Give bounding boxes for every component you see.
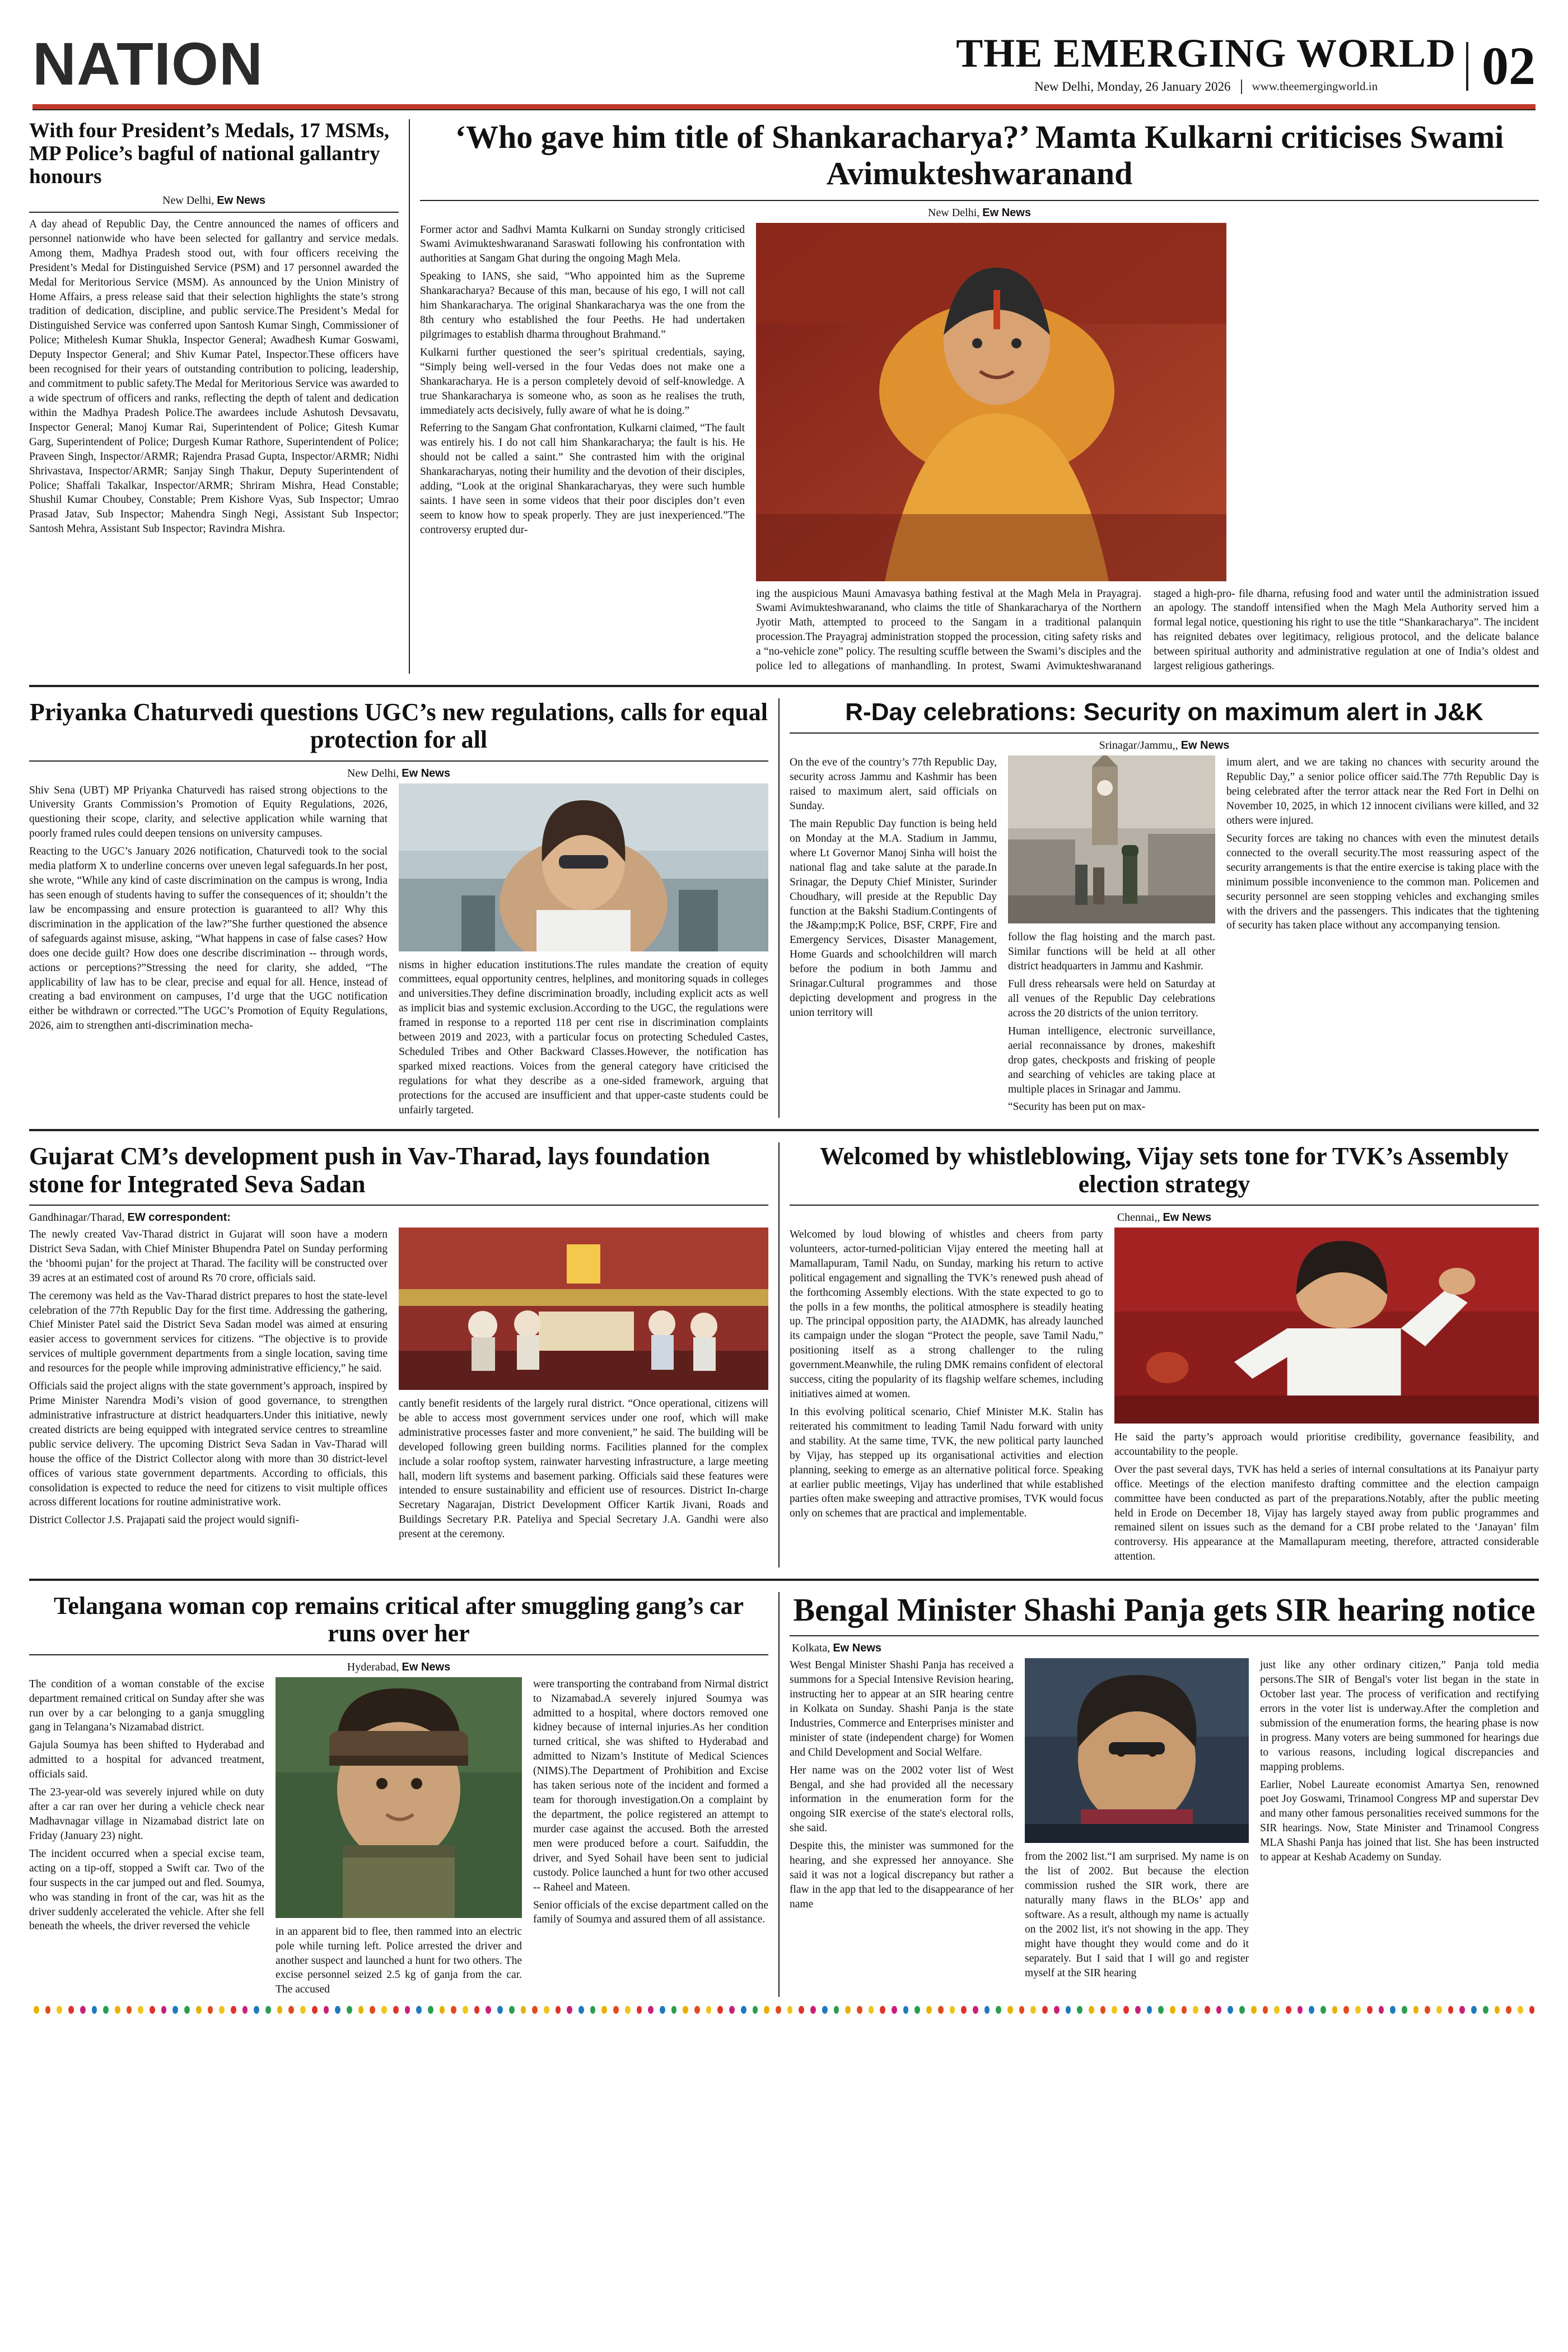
footer-dot [776,2006,781,2014]
footer-dot [416,2006,422,2014]
paragraph: Human intelligence, electronic surveillance, aerial reconnaissance by drones, makeshift drop gates, checkposts and frisking of people and searching of vehicles are taking place at multiple places in Srinagar and Jammu. [1008,1025,1215,1095]
paragraph: He said the party’s approach would prioritise credibility, governance feasibility, and accountability to the people. [1114,1431,1539,1458]
medals-byline [29,189,399,213]
mamta-bottom-row [420,587,1539,674]
mamta-byline [420,201,1539,223]
footer-dot [231,2006,236,2014]
footer-dot [196,2006,202,2014]
footer-dot [1112,2006,1117,2014]
tvk-col2 [1114,1430,1539,1564]
mamta-continued [756,587,1539,674]
rday-col3 [1226,755,1539,1118]
paragraph: Speaking to IANS, she said, “Who appointed him as the Supreme Shankaracharya? Because of this man, because of his ego, I will not call him Shankaracharya. The original Shankaracharya was the one from the 8th century who established the four Peeths. He had undertaken pilgrimages to establish dharma throughout Brahmand.” [420,270,745,340]
bengal-col1 [790,1658,1014,1980]
bengal-headline: Bengal Minister Shashi Panja gets SIR hearing notice [793,1592,1536,1628]
paragraph: West Bengal Minister Shashi Panja has received a summons for a Special Intensive Revision hearing, instructing her to appear at an SIR hearing centre in Kolkata on Sunday. Shashi Panja is the state Industries, Commerce and Enterprises minister and minister of state (independent charge) for Women and Child Development and Social Welfare. [790,1659,1014,1758]
footer-dot [834,2006,839,2014]
paragraph: Her name was on the 2002 voter list of West Bengal, and she had provided all the necessary information in the enumeration form for the ongoing SIR exercise of the state's electoral rolls, she said. [790,1764,1014,1835]
footer-dot [973,2006,978,2014]
footer-dot [1413,2006,1419,2014]
rday-byline-source: Ew News [1180,739,1230,752]
priyanka-byline-place: New Delhi, [347,767,399,780]
footer-dot [1471,2006,1477,2014]
footer-dot [1077,2006,1082,2014]
paragraph: imum alert, and we are taking no chances with security around the Republic Day,” a senior police officer said.The 77th Republic Day is being celebrated after the terror attack near the Red Fort in Delhi on November 10, 2025, in which 12 innocent civilians were killed, and 32 others were injured. [1226,757,1539,827]
footer-dot [532,2006,538,2014]
column-divider-4 [778,1592,780,1997]
footer-dot [335,2006,340,2014]
footer-dot [1228,2006,1233,2014]
mamta-col3: file dharna, refusing food and water until the administration issued an apology. The standoff intensified when the Magh Mela Authority served him a formal legal notice, questioning his right to use the title “Shankaracharya”. The incident has reignited debates over legitimacy, religious protocol, and the delicate balance between spiritual authority and administrative regulation at one of India’s oldest and largest religious gatherings. [1154,587,1539,673]
footer-dot [961,2006,967,2014]
footer-dot [1216,2006,1222,2014]
footer-dot [729,2006,735,2014]
footer-dot [474,2006,480,2014]
telangana-col3 [533,1677,768,1998]
footer-dot [799,2006,804,2014]
footer-dot [787,2006,793,2014]
tvk-byline-source: Ew News [1163,1211,1212,1224]
paragraph: Shiv Sena (UBT) MP Priyanka Chaturvedi has raised strong objections to the University Grants Commission’s Promotion of Equity Regulations, 2026, questioning their scope, clarity, and selective application while warning that poorly framed rules could deepen tensions on university campuses. [29,784,388,840]
paragraph: In this evolving political scenario, Chief Minister M.K. Stalin has reiterated his commitment to leading Tamil Nadu forward with unity and stability. At the same time, TVK, the new political party launched by Vijay, has stepped up its organisational activities and election planning, seeking to emerge as an alternative political force. Speaking at earlier public meetings, Vijay has underlined that while established parties often make sweeping and attractive promises, TVK would focus only on schemes that are practical and implementable. [790,1406,1103,1520]
footer-dot [138,2006,143,2014]
footer-dot [1007,2006,1013,2014]
footer-dot [393,2006,399,2014]
footer-dot [926,2006,932,2014]
gujarat-headline: Gujarat CM’s development push in Vav-Tharad, lays foundation stone for Integrated Seva Sadan [29,1142,710,1198]
footer-dot [1054,2006,1060,2014]
footer-dot [1019,2006,1025,2014]
band-three [29,1142,1539,1567]
footer-dot [324,2006,329,2014]
footer-dot [857,2006,862,2014]
medals-byline-source: Ew News [217,194,265,207]
footer-dot [288,2006,294,2014]
rday-col2 [1008,930,1215,1114]
tvk-col1 [790,1228,1103,1567]
footer-dot [1332,2006,1338,2014]
footer-dot [486,2006,491,2014]
telangana-headline: Telangana woman cop remains critical after smuggling gang’s car runs over her [54,1592,744,1648]
mamta-col2: ing the auspicious Mauni Amavasya bathing festival at the Magh Mela in Prayagraj. Swami Avimukteshwaranand, who claims the title of Shankaracharya of the Northern Jyotir Math, attempted to proceed to the Sangam in a traditional palanquin procession.The Prayagraj administration stopped the procession, citing safety risks and a “no-vehicle zone” policy. The resulting scuffle between the Swami’s disciples and the police led to allegations of manhandling. In protest, Swami Avimukteshwaranand staged a high-pro- [756,587,1235,673]
footer-dot [903,2006,909,2014]
band-four [29,1592,1539,1997]
article-bengal [790,1592,1539,1997]
website-url[interactable]: www.theemergingworld.in [1252,80,1378,94]
priyanka-row [29,783,768,1118]
tvk-headline: Welcomed by whistleblowing, Vijay sets tone for TVK’s Assembly election strategy [819,1142,1509,1198]
article-tvk [790,1142,1539,1567]
footer-dot [1367,2006,1373,2014]
footer-dot [950,2006,955,2014]
paragraph: The newly created Vav-Tharad district in Gujarat will soon have a modern District Seva Sadan, with Chief Minister Bhupendra Patel on Sunday performing the ‘bhoomi pujan’ for the project at Tharad. The facility will be constructed over 39 acres at an estimated cost of around Rs 70 crore, officials said. [29,1228,388,1284]
footer-dot [184,2006,190,2014]
bengal-row [790,1658,1539,1980]
telangana-middle [276,1677,522,1998]
footer-dot [57,2006,62,2014]
tvk-byline [790,1206,1539,1228]
footer-dot [1263,2006,1268,2014]
footer-dot [706,2006,712,2014]
paragraph: Gajula Soumya has been shifted to Hyderabad and admitted to a hospital for advanced treatment, officials said. [29,1739,264,1781]
medals-body: A day ahead of Republic Day, the Centre announced the names of officers and personnel nationwide who have been selected for gallantry and service medals. Among them, Madhya Pradesh stood out, with four officers receiving the President’s Medal for Distinguished Service (PSM) and 17 personnel awarded the Medal for Meritorious Service (MSM). As announced by the Union Ministry of Home Affairs, a press release said that their selection highlights the state’s strong tradition of dedication, discipline, and public service.The President’s Medal for Distinguished Service was conferred upon Santosh Kumar Singh, Commissioner of Police; Mithelesh Kumar Shukla, Inspector General; Awadhesh Kumar Goswami, Deputy Inspector General; and Shiv Kumar Patel, Inspector.These officers have been recognised for their years of outstanding contribution to policing, leadership, and commitment to public safety.The Medal for Meritorious Service was awarded to a wide spectrum of officers and ranks, reflecting the depth of talent and dedication within the Madhya Pradesh Police.The awardees include Ashutosh Devsavatu, Inspector General; Manoj Kumar Rai, Superintendent of Police; Gitesh Kumar Garg, Superintendent of Police; Durgesh Kumar Rathore, Superintendent of Police; Praveen Singh, Inspector/ARMR; Rajendra Prasad Gupta, Inspector/ARMR; Nidhi Shrivastava, Inspector/ARMR; Sanjay Singh Thakur, Deputy Superintendent of Police; Shaffali Takalkar, Inspector/ARMR; Shriram Mishra, Head Constable; Shushil Kumar Choubey, Constable; Prem Kishore Vyas, Sub Inspector; Umrao Prasad Jatav, Sub Inspector; Mahendra Singh Negi, Assistant Sub Inspector; Santosh Mehra, Assistant Sub Inspector; Ravindra Mishra. [29,218,399,535]
paragraph: Referring to the Sangam Ghat confrontation, Kulkarni claimed, “The fault was entirely his. I do not call him Shankaracharya; the fault is his. He should not be called a saint.” She contrasted him with the original Shankaracharyas, noting their humility and the devotion of their disciples, adding, “Look at the original Shankaracharyas, they were such humble saints. I have seen in some videos that their poor disciples don’t even seem to know how to speak properly. They are just inexperienced.”The controversy erupted dur- [420,422,745,536]
paragraph: “Security has been put on max- [1008,1101,1146,1113]
footer-dot [1483,2006,1488,2014]
gujarat-foundation-ceremony-photo [399,1228,768,1390]
page-number: 02 [1466,42,1536,90]
paragraph: Kulkarni further questioned the seer’s spiritual credentials, saying, “Simply being well-versed in the four Vedas does not make one a Shankaracharya. He is a person completely devoid of self-knowledge. A true Shankaracharya is someone who, as soon as he realises the truth, immediately acts decisively, fully aware of what he is doing.” [420,346,745,417]
footer-dot [1298,2006,1303,2014]
mamta-headline: ‘Who gave him title of Shankaracharya?’ Mamta Kulkarni criticises Swami Avimukteshwaranand [455,118,1504,192]
column-divider-2 [778,698,780,1118]
footer-dot [996,2006,1001,2014]
paragraph: follow the flag hoisting and the march past. Similar functions will be held at all other district headquarters in Jammu and Kashmir. [1008,931,1215,973]
footer-dot [1459,2006,1465,2014]
footer-dot [45,2006,51,2014]
priyanka-byline [29,762,768,783]
footer-dot [1402,2006,1407,2014]
paragraph: The ceremony was held as the Vav-Tharad district prepares to host the state-level celebration of the 77th Republic Day for the first time. Addressing the gathering, Chief Minister Patel said the District Seva Sadan model was aimed at ensuring easier access to government services for citizens. “The objective is to provide services of multiple government departments from a single location, saving time and resources for the people while improving administrative efficiency,” he said. [29,1290,388,1375]
footer-dot [161,2006,167,2014]
footer-dot [1147,2006,1152,2014]
paragraph: Earlier, Nobel Laureate economist Amartya Sen, renowned poet Joy Goswami, Trinamool Congress MP and superstar Dev and many other famous personalities received summons for the SIR hearings. Now, State Minister and Trinamool Congress MLA Shashi Panja has joined that list. She has been instructed to appear at Keshab Academy on Sunday. [1260,1779,1539,1864]
mamta-top-row [420,223,1539,581]
footer-dot [370,2006,375,2014]
footer-dot [717,2006,723,2014]
footer-dot [845,2006,851,2014]
footer-dot [741,2006,746,2014]
footer-dot [625,2006,631,2014]
footer-dot [694,2006,700,2014]
bengal-col2: from the 2002 list.“I am surprised. My name is on the list of 2002. But because the election commission rushed the SIR work, there are naturally many flaws in the BLOs’ app and software. As a result, although my name is actually on the 2002 list, it's not showing in the app. They might have thought they would come and do it separately. But I said that I will go and register myself at the SIR hearing [1025,1851,1249,1979]
medals-headline: With four President’s Medals, 17 MSMs, MP Police’s bagful of national gallantry honours [29,119,390,189]
footer-dot [381,2006,387,2014]
footer-dot [172,2006,178,2014]
telangana-col2: in an apparent bid to flee, then rammed into an electric pole while turning left. Police arrested the driver and another suspect and launched a hunt for two others. The excise personnel seized 2.5 kg of ganja from the car. The accused [276,1925,522,1996]
footer-dot [637,2006,642,2014]
footer-dot [984,2006,990,2014]
footer-dot [1379,2006,1384,2014]
rday-byline [790,734,1539,755]
footer-dot [451,2006,456,2014]
rday-col1 [790,755,997,1118]
footer-dot [1495,2006,1500,2014]
footer-dot [1135,2006,1141,2014]
footer-dot [497,2006,503,2014]
footer-dot [613,2006,619,2014]
priyanka-byline-source: Ew News [402,767,450,780]
footer-dot [1309,2006,1314,2014]
article-mamta [420,119,1539,674]
band-two [29,698,1539,1118]
footer-dot [753,2006,758,2014]
footer-dot [127,2006,132,2014]
band-divider-1 [29,685,1539,687]
telangana-byline-source: Ew News [402,1660,451,1673]
footer-dot [347,2006,352,2014]
footer-dot [521,2006,526,2014]
footer-dot [463,2006,468,2014]
band-divider-2 [29,1129,1539,1131]
footer-dot [578,2006,584,2014]
footer-dot [1030,2006,1036,2014]
rday-row [790,755,1539,1118]
masthead-right [956,32,1536,94]
footer-dot [1123,2006,1129,2014]
paragraph: were transporting the contraband from Nirmal district to Nizamabad.A severely injured Soumya was admitted to a hospital, where doctors removed one kidney because of internal injuries.As her condition turned critical, she was shifted to Hyderabad and admitted to Nizam’s Institute of Medical Sciences (NIMS).The Department of Prohibition and Excise has taken serious note of the incident and formed a team for thorough investigation.On a complaint by the department, the police registered an attempt to murder case against the accused. Both the arrested men were produced before a court. Saifuddin, the driver, and Syed Sohail have been sent to judicial custody. Police launched a hunt for two other accused -- Raheel and Mateen. [533,1678,768,1893]
footer-dot [440,2006,445,2014]
vijay-rally-photo [1114,1228,1539,1424]
footer-dot [254,2006,259,2014]
footer-dot [103,2006,109,2014]
telangana-woman-constable-photo [276,1677,522,1918]
priyanka-chaturvedi-photo [399,783,768,951]
footer-dot [219,2006,225,2014]
paragraph: The main Republic Day function is being held on Monday at the M.A. Stadium in Jammu, where Lt Governor Manoj Sinha will hoist the national flag and take salute at the parade.In Srinagar, the Deputy Chief Minister, Surinder Choudhary, will preside at the Republic Day function at the Bakshi Stadium.Contingents of the J&amp;mp;K Police, BSF, CRPF, Fire and Emergency Services, Disaster Management, Home Guards and schoolchildren will march before the podium in both Jammu and Srinagar.Cultural programmes and those depicting development and progress in the union territory will [790,818,997,1019]
footer-dot [1239,2006,1245,2014]
section-title: NATION [32,29,263,97]
paragraph: Officials said the project aligns with the state government’s approach, inspired by Prime Minister Narendra Modi’s vision of good governance, to strengthen administrative infrastructure at district headquarters.Under this initiative, newly created districts are being equipped with integrated service centres to streamline public service delivery. The upcoming District Seva Sadan in Vav-Tharad will house the office of the District Collector along with more than 30 district-level offices of various state government departments. According to officials, this consolidation is expected to reduce the need for citizens to visit multiple offices across different locations for routine administrative work. [29,1380,388,1509]
footer-dot [938,2006,944,2014]
article-gujarat [29,1142,768,1567]
telangana-row [29,1677,768,1998]
rday-middle [1008,755,1215,1118]
footer-dot [1518,2006,1523,2014]
footer-dot [880,2006,885,2014]
masthead [29,22,1539,101]
article-rday [790,698,1539,1118]
footer-dot [660,2006,665,2014]
medals-byline-place: New Delhi, [162,194,214,207]
footer-dot [671,2006,677,2014]
footer-dot [683,2006,688,2014]
footer-dot [34,2006,39,2014]
footer-dot [300,2006,306,2014]
telangana-col1 [29,1677,264,1998]
paragraph: On the eve of the country’s 77th Republic Day, security across Jammu and Kashmir has been raised to maximum alert, said officials on Sunday. [790,757,997,813]
mamta-byline-place: New Delhi, [928,206,980,219]
masthead-rule-red [32,104,1536,109]
footer-dot [1320,2006,1326,2014]
paragraph: Welcomed by loud blowing of whistles and cheers from party volunteers, actor-turned-politician Vijay entered the meeting hall at Mamallapuram, Tamil Nadu, on Sunday, marking his return to active political engagement and signalling the TVK’s renewed push ahead of the forthcoming Assembly elections. With the state expected to go to the polls in a few months, the political atmosphere is steadily heating up. The principal opposition party, the AIADMK, has already launched its campaign under the slogan “Protect the people, save Tamil Nadu,” positioning itself as a strong challenger to the ruling government.Meanwhile, the ruling DMK remains confident of electoral success, citing the popularity of its flagship welfare schemes, including initiatives aimed at women. [790,1228,1103,1401]
footer-dot [1448,2006,1454,2014]
bengal-byline-place: Kolkata, [792,1642,830,1655]
bengal-byline-source: Ew News [833,1642,882,1655]
telangana-byline-place: Hyderabad, [347,1660,399,1673]
column-divider-3 [778,1142,780,1567]
footer-dot [509,2006,515,2014]
gujarat-right [399,1228,768,1542]
article-priyanka [29,698,768,1118]
paragraph: Senior officials of the excise department called on the family of Soumya and assured them of all assistance. [533,1899,768,1926]
footer-dot [1089,2006,1094,2014]
tvk-row [790,1228,1539,1567]
subline-divider [1241,80,1242,94]
gujarat-byline [29,1206,768,1228]
footer-dot [1425,2006,1430,2014]
paragraph: just like any other ordinary citizen,” Panja told media persons.The SIR of Bengal's voter list began in the state in October last year. The process of verification and rectifying errors in the voter list is underway.After the completion and submission of the enumeration forms, the hearing phase is now in progress. Many voters are being summoned for hearings due to various reasons, including logical discrepancies and mapping problems. [1260,1659,1539,1773]
footer-dot [1205,2006,1210,2014]
footer-dot [567,2006,572,2014]
footer-dot [405,2006,410,2014]
bengal-byline [790,1636,1539,1658]
paper-subline [956,80,1456,94]
footer-dot [1529,2006,1535,2014]
footer-dot [1390,2006,1396,2014]
footer-dot [1343,2006,1349,2014]
paper-title: THE EMERGING WORLD [956,31,1456,76]
masthead-rule-thin [32,109,1536,110]
rday-byline-place: Srinagar/Jammu,, [1099,739,1178,752]
priyanka-headline: Priyanka Chaturvedi questions UGC’s new regulations, calls for equal protection for all [29,698,768,754]
shashi-panja-photo [1025,1658,1249,1843]
footer-dot [1436,2006,1442,2014]
footer-dot [590,2006,596,2014]
footer-dot [1274,2006,1280,2014]
footer-dot [68,2006,74,2014]
footer-dot [312,2006,318,2014]
gujarat-byline-source: EW correspondent: [127,1211,231,1224]
paragraph: The incident occurred when a special excise team, acting on a tip-off, stopped a Swift car. Two of the four suspects in the car jumped out and fled. Soumya, who was standing in front of the car, was hit as the driver suddenly accelerated the vehicle. After she fell beneath the wheels, the driver reversed the vehicle [29,1847,264,1933]
footer-dot [544,2006,549,2014]
band-top [29,119,1539,674]
footer-dot [810,2006,816,2014]
paragraph: District Collector J.S. Prajapati said the project would signifi- [29,1514,299,1527]
mamta-byline-source: Ew News [982,206,1031,219]
footer-dot [1066,2006,1071,2014]
footer-dot [556,2006,561,2014]
paragraph: Former actor and Sadhvi Mamta Kulkarni on Sunday strongly criticised Swami Avimukteshwaranand Saraswati following his confrontation with authorities at Sangam Ghat during the ongoing Magh Mela. [420,223,745,265]
paragraph: Reacting to the UGC’s January 2026 notification, Chaturvedi took to the social media platform X to underline concerns over uneven legal safeguards.In her post, she wrote, “While any kind of caste discrimination on the campus is wrong, India has seen enough of students having to suffer the consequences of it; shouldn’t the law be encompassing and ensure protection is guaranteed to all? Why this discrimination in the application of the law?”She further questioned the absence of safeguards against misuse, asking, “What happens in case of false cases? How does one decide guilt? How does one describe discrimination -- through words, actions or perceptions?”Stressing the need for clarity, she added, “The applicability of law has to be clear, precise and equal for all. Hence, instead of creating a bad environment on campuses, I’d urge that the UGC notification either be withdrawn or corrected.”The UGC’s Promotion of Equity Regulations, 2026, aim to strengthen anti-discrimination mecha- [29,846,388,1032]
footer-dot [92,2006,97,2014]
bengal-col3 [1260,1658,1539,1980]
paper-identity [956,32,1456,94]
tvk-right [1114,1228,1539,1567]
footer-dot [242,2006,248,2014]
paragraph: Security forces are taking no chances with even the minutest details connected to the overall security.The most reassuring aspect of the security arrangements is that the entire exercise is taking place with the minimum possible inconvenience to the common man. Policemen and security personnel are seen stopping vehicles and exchanging smiles with the drivers and the passengers. This indicates that the tightening of security has taken place without any accompanying tension. [1226,832,1539,932]
paragraph: Despite this, the minister was summoned for the hearing, and she expressed her annoyance. She said it was not a logical discrepancy but rather a flaw in the app that led to the disappearance of her name [790,1840,1014,1910]
footer-dot [1506,2006,1511,2014]
footer-dot [1355,2006,1361,2014]
footer-dot [914,2006,920,2014]
edition-line: New Delhi, Monday, 26 January 2026 [1034,79,1231,94]
footer-dot [822,2006,828,2014]
footer-dot [601,2006,607,2014]
mamta-kulkarni-photo [756,223,1226,581]
paragraph: Over the past several days, TVK has held a series of internal consultations at its Panaiyur party office. Meetings of the election manifesto drafting committee and the election campaign committee have been conducted as part of the preparations.Notably, after the public meeting held in Erode on December 18, Vijay has largely stayed away from public programmes and remained silent on issues such as the demand for a CBI probe related to the ‘Janayan’ film controversy. His appearance at the Mamallapuram meeting, therefore, attracted considerable attention. [1114,1463,1539,1563]
gujarat-row [29,1228,768,1542]
mamta-col1 [420,223,745,581]
footer-dot [150,2006,155,2014]
footer-dot [80,2006,86,2014]
footer-dot [1042,2006,1048,2014]
jk-security-street-photo [1008,755,1215,923]
gujarat-byline-place: Gandhinagar/Tharad, [29,1211,125,1224]
paragraph: The condition of a woman constable of the excise department remained critical on Sunday after she was run over by a car belonging to a ganja smuggling gang in Telangana’s Nizamabad district. [29,1678,264,1734]
footer-dot [1251,2006,1257,2014]
footer-dot [208,2006,213,2014]
footer-dot [1158,2006,1164,2014]
footer-dot [115,2006,120,2014]
article-medals [29,119,399,674]
gujarat-col2: cantly benefit residents of the largely rural district. “Once operational, citizens will be able to access most government services under one roof, which will make administrative processes faster and more convenient,” he said. The building will be developed following green building norms. Facilities planned for the complex include a solar rooftop system, rainwater harvesting infrastructure, a large meeting hall, modern lift systems and basement parking. Officials said these features were intended to ensure sustainability and efficient use of resources. District In-charge Secretary Nagarajan, District Development Officer Kartik Jivani, Roads and Buildings Secretary P.R. Pateliya and Special Secretary J.A. Gandhi were also present at the ceremony. [399,1397,768,1541]
footer-dot [648,2006,654,2014]
footer-dot [869,2006,874,2014]
telangana-byline [29,1655,768,1677]
article-telangana [29,1592,768,1997]
tvk-byline-place: Chennai,, [1117,1211,1160,1224]
footer-dot [358,2006,364,2014]
band-divider-3 [29,1579,1539,1581]
footer-dot [277,2006,283,2014]
gujarat-col1 [29,1228,388,1542]
footer-color-dots [29,1997,1539,2016]
footer-dot [1100,2006,1106,2014]
footer-dot [1182,2006,1187,2014]
footer-dot [1193,2006,1198,2014]
priyanka-right [399,783,768,1118]
column-divider-1 [409,119,410,674]
footer-dot [265,2006,271,2014]
bengal-middle [1025,1658,1249,1980]
footer-dot [1170,2006,1175,2014]
footer-dot [1286,2006,1291,2014]
paragraph: The 23-year-old was severely injured while on duty after a car ran over her during a vehicle check near Madhavnagar village in Nizamabad district late on Friday (January 23) night. [29,1786,264,1842]
footer-dot [764,2006,769,2014]
priyanka-col2: nisms in higher education institutions.The rules mandate the creation of equity committees, equal opportunity centres, helplines, and monitoring squads in colleges and universities.They define discrimination broadly, including explicit acts as well as implicit bias and systemic exclusion.According to the UGC, the regulations were framed in response to a reported 118 per cent rise in discrimination complaints between 2019 and 2023, with a particular focus on protecting Scheduled Castes, Scheduled Tribes and Other Backward Classes.However, the notification has sparked mixed reactions. Voices from the general category have criticised the regulations for what they describe as a one-sided framework, arguing that protections for the accused are insufficient and that upper-caste students could be unfairly targeted. [399,959,768,1116]
footer-dot [428,2006,433,2014]
rday-headline: R-Day celebrations: Security on maximum alert in J&K [845,698,1483,726]
priyanka-col1 [29,783,388,1118]
paragraph: Full dress rehearsals were held on Saturday at all venues of the Republic Day celebrations across the 20 districts of the union territory. [1008,978,1215,1019]
footer-dot [892,2006,897,2014]
